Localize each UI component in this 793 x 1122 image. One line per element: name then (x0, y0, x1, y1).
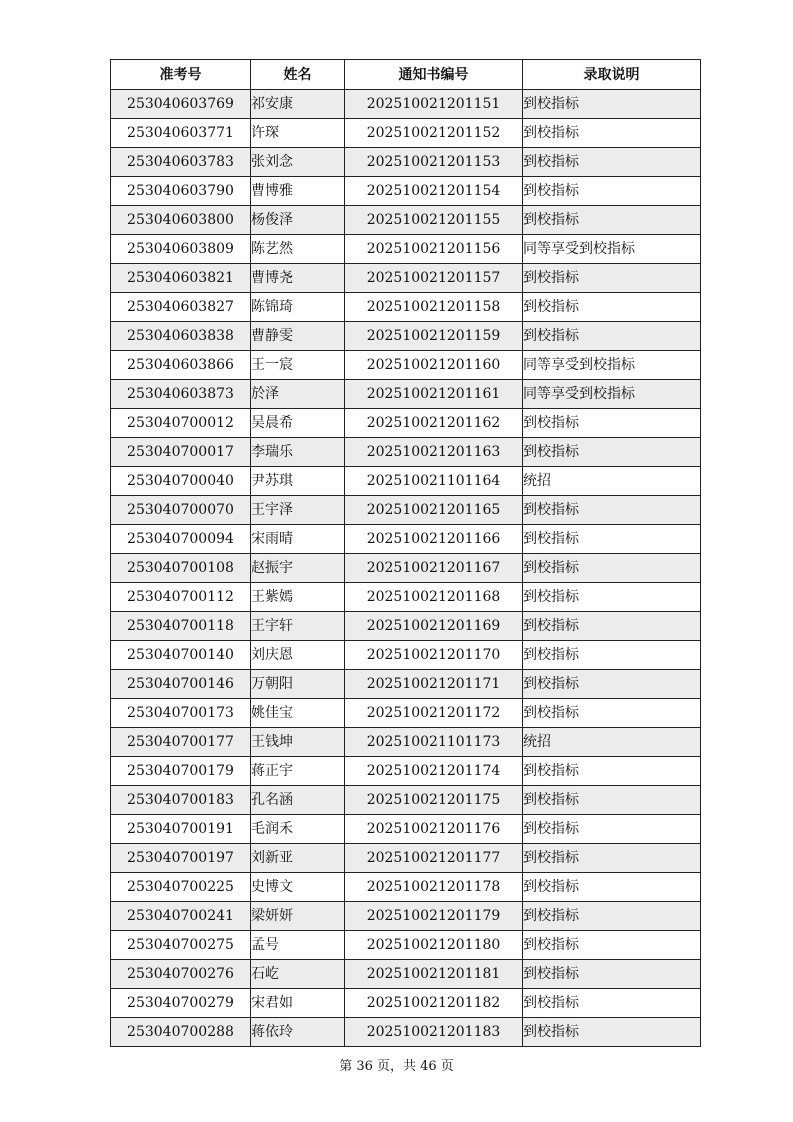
name-cell: 王宇轩 (251, 612, 345, 641)
exam-number-cell: 253040700177 (111, 728, 251, 757)
admission-note-cell: 到校指标 (523, 873, 701, 902)
exam-number-cell: 253040700276 (111, 960, 251, 989)
admission-note-cell: 同等享受到校指标 (523, 380, 701, 409)
notice-number-cell: 202510021201179 (345, 902, 523, 931)
table-row (111, 264, 701, 293)
name-cell: 於泽 (251, 380, 345, 409)
admission-note-cell: 到校指标 (523, 206, 701, 235)
table-row (111, 235, 701, 264)
admission-note-cell: 到校指标 (523, 119, 701, 148)
table-row (111, 931, 701, 960)
admission-note-cell: 到校指标 (523, 641, 701, 670)
name-cell: 曹博尧 (251, 264, 345, 293)
name-cell: 尹苏琪 (251, 467, 345, 496)
notice-number-cell: 202510021201171 (345, 670, 523, 699)
header-exam-number: 准考号 (111, 60, 251, 90)
admission-note-cell: 到校指标 (523, 583, 701, 612)
exam-number-cell: 253040603838 (111, 322, 251, 351)
name-cell: 孟号 (251, 931, 345, 960)
admission-note-cell: 到校指标 (523, 177, 701, 206)
exam-number-cell: 253040603790 (111, 177, 251, 206)
name-cell: 王一宸 (251, 351, 345, 380)
name-cell: 赵振宇 (251, 554, 345, 583)
admission-note-cell: 到校指标 (523, 902, 701, 931)
notice-number-cell: 202510021201161 (345, 380, 523, 409)
header-row (111, 60, 701, 90)
table-row (111, 409, 701, 438)
notice-number-cell: 202510021101164 (345, 467, 523, 496)
table-row (111, 206, 701, 235)
exam-number-cell: 253040700094 (111, 525, 251, 554)
name-cell: 王紫嫣 (251, 583, 345, 612)
name-cell: 宋君如 (251, 989, 345, 1018)
table-row (111, 293, 701, 322)
exam-number-cell: 253040700173 (111, 699, 251, 728)
admission-note-cell: 到校指标 (523, 90, 701, 119)
table-row (111, 148, 701, 177)
name-cell: 陈艺然 (251, 235, 345, 264)
table-row (111, 989, 701, 1018)
exam-number-cell: 253040700012 (111, 409, 251, 438)
name-cell: 王钱坤 (251, 728, 345, 757)
admission-note-cell: 到校指标 (523, 148, 701, 177)
page-footer: 第 36 页，共 46 页 (339, 1059, 454, 1074)
exam-number-cell: 253040700225 (111, 873, 251, 902)
header-notice-number: 通知书编号 (345, 60, 523, 90)
table-row (111, 960, 701, 989)
notice-number-cell: 202510021201178 (345, 873, 523, 902)
name-cell: 宋雨晴 (251, 525, 345, 554)
exam-number-cell: 253040603873 (111, 380, 251, 409)
exam-number-cell: 253040700275 (111, 931, 251, 960)
table-row (111, 815, 701, 844)
table-row (111, 90, 701, 119)
table-row (111, 322, 701, 351)
exam-number-cell: 253040603800 (111, 206, 251, 235)
exam-number-cell: 253040603809 (111, 235, 251, 264)
exam-number-cell: 253040700140 (111, 641, 251, 670)
notice-number-cell: 202510021201152 (345, 119, 523, 148)
table-body (111, 90, 701, 1047)
name-cell: 梁妍妍 (251, 902, 345, 931)
table-row (111, 177, 701, 206)
exam-number-cell: 253040603821 (111, 264, 251, 293)
table-row (111, 1018, 701, 1047)
notice-number-cell: 202510021201181 (345, 960, 523, 989)
notice-number-cell: 202510021201165 (345, 496, 523, 525)
exam-number-cell: 253040603827 (111, 293, 251, 322)
table-row (111, 119, 701, 148)
exam-number-cell: 253040700241 (111, 902, 251, 931)
notice-number-cell: 202510021201168 (345, 583, 523, 612)
notice-number-cell: 202510021201180 (345, 931, 523, 960)
notice-number-cell: 202510021201177 (345, 844, 523, 873)
table-row (111, 873, 701, 902)
table-row (111, 554, 701, 583)
admission-note-cell: 到校指标 (523, 409, 701, 438)
exam-number-cell: 253040700070 (111, 496, 251, 525)
table-row (111, 757, 701, 786)
notice-number-cell: 202510021201155 (345, 206, 523, 235)
admission-note-cell: 到校指标 (523, 757, 701, 786)
exam-number-cell: 253040700040 (111, 467, 251, 496)
header-name: 姓名 (251, 60, 345, 90)
exam-number-cell: 253040603769 (111, 90, 251, 119)
table-row (111, 583, 701, 612)
notice-number-cell: 202510021201175 (345, 786, 523, 815)
admission-note-cell: 同等享受到校指标 (523, 351, 701, 380)
notice-number-cell: 202510021101173 (345, 728, 523, 757)
exam-number-cell: 253040700112 (111, 583, 251, 612)
admission-note-cell: 到校指标 (523, 438, 701, 467)
exam-number-cell: 253040603866 (111, 351, 251, 380)
name-cell: 万朝阳 (251, 670, 345, 699)
name-cell: 李瑞乐 (251, 438, 345, 467)
notice-number-cell: 202510021201174 (345, 757, 523, 786)
admission-note-cell: 到校指标 (523, 989, 701, 1018)
notice-number-cell: 202510021201162 (345, 409, 523, 438)
header-admission-note: 录取说明 (523, 60, 701, 90)
exam-number-cell: 253040700197 (111, 844, 251, 873)
name-cell: 祁安康 (251, 90, 345, 119)
notice-number-cell: 202510021201163 (345, 438, 523, 467)
admission-note-cell: 到校指标 (523, 670, 701, 699)
admission-note-cell: 到校指标 (523, 496, 701, 525)
name-cell: 曹静雯 (251, 322, 345, 351)
exam-number-cell: 253040700183 (111, 786, 251, 815)
table-row (111, 641, 701, 670)
admission-note-cell: 到校指标 (523, 815, 701, 844)
notice-number-cell: 202510021201156 (345, 235, 523, 264)
notice-number-cell: 202510021201169 (345, 612, 523, 641)
name-cell: 张刘念 (251, 148, 345, 177)
admission-note-cell: 统招 (523, 728, 701, 757)
admission-note-cell: 到校指标 (523, 264, 701, 293)
notice-number-cell: 202510021201160 (345, 351, 523, 380)
admission-note-cell: 同等享受到校指标 (523, 235, 701, 264)
notice-number-cell: 202510021201167 (345, 554, 523, 583)
admission-note-cell: 到校指标 (523, 525, 701, 554)
table-row (111, 496, 701, 525)
table-row (111, 902, 701, 931)
table-row (111, 670, 701, 699)
exam-number-cell: 253040700279 (111, 989, 251, 1018)
name-cell: 蒋依玲 (251, 1018, 345, 1047)
name-cell: 史博文 (251, 873, 345, 902)
admission-note-cell: 到校指标 (523, 322, 701, 351)
exam-number-cell: 253040700017 (111, 438, 251, 467)
notice-number-cell: 202510021201176 (345, 815, 523, 844)
admission-note-cell: 到校指标 (523, 699, 701, 728)
notice-number-cell: 202510021201166 (345, 525, 523, 554)
table-row (111, 467, 701, 496)
table-row (111, 351, 701, 380)
name-cell: 石屹 (251, 960, 345, 989)
admission-note-cell: 到校指标 (523, 960, 701, 989)
notice-number-cell: 202510021201154 (345, 177, 523, 206)
admission-note-cell: 到校指标 (523, 293, 701, 322)
name-cell: 吴晨希 (251, 409, 345, 438)
notice-number-cell: 202510021201157 (345, 264, 523, 293)
notice-number-cell: 202510021201151 (345, 90, 523, 119)
admission-note-cell: 到校指标 (523, 554, 701, 583)
exam-number-cell: 253040700118 (111, 612, 251, 641)
name-cell: 孔名涵 (251, 786, 345, 815)
admission-note-cell: 到校指标 (523, 786, 701, 815)
notice-number-cell: 202510021201183 (345, 1018, 523, 1047)
table-row (111, 786, 701, 815)
name-cell: 曹博雅 (251, 177, 345, 206)
exam-number-cell: 253040700191 (111, 815, 251, 844)
admission-note-cell: 到校指标 (523, 844, 701, 873)
notice-number-cell: 202510021201153 (345, 148, 523, 177)
table-row (111, 844, 701, 873)
notice-number-cell: 202510021201158 (345, 293, 523, 322)
notice-number-cell: 202510021201159 (345, 322, 523, 351)
exam-number-cell: 253040700179 (111, 757, 251, 786)
notice-number-cell: 202510021201172 (345, 699, 523, 728)
exam-number-cell: 253040700288 (111, 1018, 251, 1047)
exam-number-cell: 253040700146 (111, 670, 251, 699)
notice-number-cell: 202510021201170 (345, 641, 523, 670)
notice-number-cell: 202510021201182 (345, 989, 523, 1018)
name-cell: 姚佳宝 (251, 699, 345, 728)
name-cell: 毛润禾 (251, 815, 345, 844)
admission-note-cell: 统招 (523, 467, 701, 496)
table-row (111, 699, 701, 728)
name-cell: 刘庆恩 (251, 641, 345, 670)
name-cell: 刘新亚 (251, 844, 345, 873)
table-header (111, 60, 701, 90)
name-cell: 王宇泽 (251, 496, 345, 525)
table-row (111, 728, 701, 757)
name-cell: 陈锦琦 (251, 293, 345, 322)
admission-note-cell: 到校指标 (523, 1018, 701, 1047)
exam-number-cell: 253040700108 (111, 554, 251, 583)
admission-table (110, 59, 701, 1047)
exam-number-cell: 253040603783 (111, 148, 251, 177)
table-row (111, 380, 701, 409)
name-cell: 杨俊泽 (251, 206, 345, 235)
name-cell: 蒋正宇 (251, 757, 345, 786)
table-row (111, 438, 701, 467)
name-cell: 许琛 (251, 119, 345, 148)
admission-note-cell: 到校指标 (523, 612, 701, 641)
table-row (111, 525, 701, 554)
exam-number-cell: 253040603771 (111, 119, 251, 148)
admission-note-cell: 到校指标 (523, 931, 701, 960)
table-row (111, 612, 701, 641)
